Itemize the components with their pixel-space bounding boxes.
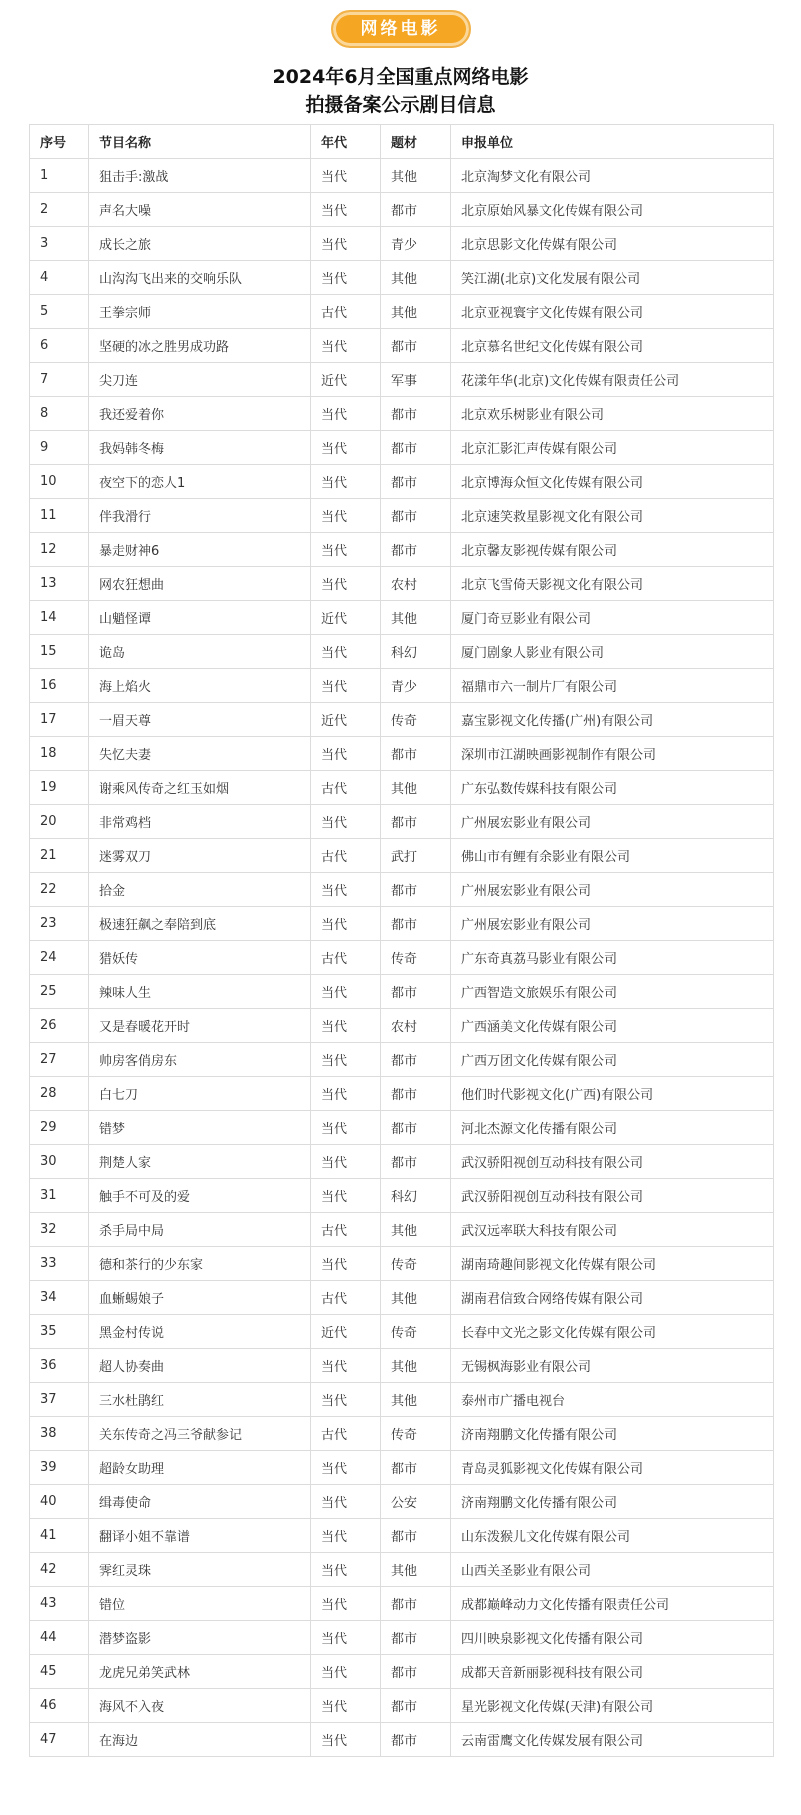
cell-company: 成都巅峰动力文化传播有限责任公司: [451, 1587, 774, 1621]
cell-index: 47: [30, 1723, 89, 1757]
cell-era: 当代: [311, 1111, 381, 1145]
cell-company: 成都天音新丽影视科技有限公司: [451, 1655, 774, 1689]
cell-genre: 其他: [381, 295, 451, 329]
table-row: [30, 839, 774, 873]
cell-index: 12: [30, 533, 89, 567]
cell-genre: 都市: [381, 1043, 451, 1077]
cell-era: 当代: [311, 1621, 381, 1655]
table-row: [30, 1485, 774, 1519]
cell-index: 17: [30, 703, 89, 737]
table-row: [30, 1349, 774, 1383]
cell-index: 36: [30, 1349, 89, 1383]
cell-company: 无锡枫海影业有限公司: [451, 1349, 774, 1383]
cell-company: 四川映泉影视文化传播有限公司: [451, 1621, 774, 1655]
cell-title: 迷雾双刀: [89, 839, 311, 873]
cell-era: 当代: [311, 567, 381, 601]
table-row: [30, 873, 774, 907]
cell-index: 39: [30, 1451, 89, 1485]
cell-genre: 科幻: [381, 1179, 451, 1213]
cell-title: 王拳宗师: [89, 295, 311, 329]
cell-company: 青岛灵狐影视文化传媒有限公司: [451, 1451, 774, 1485]
cell-company: 济南翔鹏文化传播有限公司: [451, 1417, 774, 1451]
cell-genre: 都市: [381, 533, 451, 567]
cell-index: 4: [30, 261, 89, 295]
cell-era: 近代: [311, 601, 381, 635]
cell-company: 泰州市广播电视台: [451, 1383, 774, 1417]
cell-title: 海上焰火: [89, 669, 311, 703]
cell-company: 山东泼猴儿文化传媒有限公司: [451, 1519, 774, 1553]
table-row: [30, 771, 774, 805]
cell-genre: 都市: [381, 1111, 451, 1145]
cell-genre: 都市: [381, 397, 451, 431]
cell-index: 5: [30, 295, 89, 329]
cell-title: 暴走财神6: [89, 533, 311, 567]
cell-title: 山沟沟飞出来的交响乐队: [89, 261, 311, 295]
cell-era: 当代: [311, 1485, 381, 1519]
cell-title: 海风不入夜: [89, 1689, 311, 1723]
cell-era: 古代: [311, 1213, 381, 1247]
cell-era: 当代: [311, 1451, 381, 1485]
table-row: [30, 227, 774, 261]
table-row: [30, 703, 774, 737]
table-row: [30, 1179, 774, 1213]
cell-index: 29: [30, 1111, 89, 1145]
table-row: [30, 941, 774, 975]
cell-genre: 传奇: [381, 703, 451, 737]
cell-era: 当代: [311, 907, 381, 941]
table-row: [30, 635, 774, 669]
cell-title: 又是春暖花开时: [89, 1009, 311, 1043]
table-row: [30, 1553, 774, 1587]
cell-title: 拾金: [89, 873, 311, 907]
table-row: [30, 601, 774, 635]
cell-genre: 都市: [381, 1621, 451, 1655]
cell-title: 错位: [89, 1587, 311, 1621]
cell-era: 当代: [311, 805, 381, 839]
cell-company: 武汉骄阳视创互动科技有限公司: [451, 1145, 774, 1179]
cell-index: 38: [30, 1417, 89, 1451]
cell-genre: 其他: [381, 1281, 451, 1315]
cell-era: 当代: [311, 1723, 381, 1757]
cell-era: 当代: [311, 465, 381, 499]
cell-era: 当代: [311, 193, 381, 227]
cell-title: 狙击手:激战: [89, 159, 311, 193]
header-title: 节目名称: [89, 125, 311, 159]
cell-title: 辣味人生: [89, 975, 311, 1009]
cell-company: 广东奇真荔马影业有限公司: [451, 941, 774, 975]
cell-company: 武汉骄阳视创互动科技有限公司: [451, 1179, 774, 1213]
cell-company: 广西涵美文化传媒有限公司: [451, 1009, 774, 1043]
table-row: [30, 1689, 774, 1723]
cell-title: 诡岛: [89, 635, 311, 669]
cell-index: 35: [30, 1315, 89, 1349]
film-list-table: [29, 124, 774, 1757]
cell-genre: 都市: [381, 1451, 451, 1485]
table-row: [30, 363, 774, 397]
cell-era: 当代: [311, 261, 381, 295]
cell-index: 34: [30, 1281, 89, 1315]
cell-title: 失忆夫妻: [89, 737, 311, 771]
cell-era: 当代: [311, 669, 381, 703]
cell-title: 夜空下的恋人1: [89, 465, 311, 499]
cell-index: 14: [30, 601, 89, 635]
cell-company: 河北杰源文化传播有限公司: [451, 1111, 774, 1145]
cell-index: 19: [30, 771, 89, 805]
cell-genre: 都市: [381, 1519, 451, 1553]
table-row: [30, 1145, 774, 1179]
cell-title: 荆楚人家: [89, 1145, 311, 1179]
cell-title: 触手不可及的爱: [89, 1179, 311, 1213]
cell-genre: 都市: [381, 329, 451, 363]
table-row: [30, 907, 774, 941]
cell-era: 当代: [311, 1077, 381, 1111]
cell-index: 32: [30, 1213, 89, 1247]
cell-index: 33: [30, 1247, 89, 1281]
cell-title: 谢乘风传奇之红玉如烟: [89, 771, 311, 805]
cell-index: 46: [30, 1689, 89, 1723]
cell-company: 北京汇影汇声传媒有限公司: [451, 431, 774, 465]
table-row: [30, 159, 774, 193]
cell-title: 伴我滑行: [89, 499, 311, 533]
cell-genre: 都市: [381, 1077, 451, 1111]
cell-index: 25: [30, 975, 89, 1009]
table-row: [30, 737, 774, 771]
cell-company: 北京博海众恒文化传媒有限公司: [451, 465, 774, 499]
cell-company: 武汉远率联大科技有限公司: [451, 1213, 774, 1247]
cell-company: 深圳市江湖映画影视制作有限公司: [451, 737, 774, 771]
cell-company: 北京慕名世纪文化传媒有限公司: [451, 329, 774, 363]
cell-index: 44: [30, 1621, 89, 1655]
cell-title: 白七刀: [89, 1077, 311, 1111]
cell-era: 近代: [311, 703, 381, 737]
cell-era: 当代: [311, 1043, 381, 1077]
cell-title: 黑金村传说: [89, 1315, 311, 1349]
cell-era: 当代: [311, 227, 381, 261]
table-row: [30, 975, 774, 1009]
cell-genre: 传奇: [381, 1315, 451, 1349]
cell-era: 当代: [311, 975, 381, 1009]
cell-index: 41: [30, 1519, 89, 1553]
cell-genre: 都市: [381, 1145, 451, 1179]
cell-index: 24: [30, 941, 89, 975]
cell-title: 极速狂飙之奉陪到底: [89, 907, 311, 941]
cell-genre: 都市: [381, 737, 451, 771]
table-row: [30, 1383, 774, 1417]
table-row: [30, 329, 774, 363]
table-row: [30, 295, 774, 329]
cell-title: 关东传奇之冯三爷献参记: [89, 1417, 311, 1451]
cell-genre: 军事: [381, 363, 451, 397]
table-row: [30, 1417, 774, 1451]
cell-genre: 都市: [381, 975, 451, 1009]
cell-era: 古代: [311, 1417, 381, 1451]
cell-index: 1: [30, 159, 89, 193]
cell-title: 错梦: [89, 1111, 311, 1145]
cell-era: 当代: [311, 499, 381, 533]
cell-title: 德和茶行的少东家: [89, 1247, 311, 1281]
cell-era: 当代: [311, 1383, 381, 1417]
cell-era: 近代: [311, 1315, 381, 1349]
category-badge: 网络电影: [331, 10, 471, 48]
cell-company: 厦门剧象人影业有限公司: [451, 635, 774, 669]
cell-index: 28: [30, 1077, 89, 1111]
cell-era: 当代: [311, 533, 381, 567]
cell-company: 他们时代影视文化(广西)有限公司: [451, 1077, 774, 1111]
header-genre: 题材: [381, 125, 451, 159]
cell-title: 在海边: [89, 1723, 311, 1757]
cell-title: 一眉天尊: [89, 703, 311, 737]
cell-company: 北京亚视寰宇文化传媒有限公司: [451, 295, 774, 329]
cell-title: 我妈韩冬梅: [89, 431, 311, 465]
cell-company: 北京原始风暴文化传媒有限公司: [451, 193, 774, 227]
cell-era: 古代: [311, 771, 381, 805]
cell-genre: 其他: [381, 1349, 451, 1383]
page-title-line2: 拍摄备案公示剧目信息: [305, 94, 496, 116]
cell-company: 花漾年华(北京)文化传媒有限责任公司: [451, 363, 774, 397]
cell-era: 当代: [311, 737, 381, 771]
cell-company: 北京淘梦文化有限公司: [451, 159, 774, 193]
cell-genre: 都市: [381, 1655, 451, 1689]
cell-title: 我还爱着你: [89, 397, 311, 431]
cell-company: 广东弘数传媒科技有限公司: [451, 771, 774, 805]
cell-era: 当代: [311, 1179, 381, 1213]
cell-index: 37: [30, 1383, 89, 1417]
cell-title: 超人协奏曲: [89, 1349, 311, 1383]
cell-era: 当代: [311, 431, 381, 465]
cell-index: 23: [30, 907, 89, 941]
table-row: [30, 1655, 774, 1689]
table-row: [30, 1077, 774, 1111]
cell-era: 当代: [311, 1247, 381, 1281]
cell-title: 网农狂想曲: [89, 567, 311, 601]
cell-company: 星光影视文化传媒(天津)有限公司: [451, 1689, 774, 1723]
cell-company: 福鼎市六一制片厂有限公司: [451, 669, 774, 703]
cell-index: 40: [30, 1485, 89, 1519]
cell-title: 霁红灵珠: [89, 1553, 311, 1587]
cell-genre: 都市: [381, 499, 451, 533]
cell-genre: 都市: [381, 193, 451, 227]
badge-wrap: [0, 10, 801, 48]
cell-index: 9: [30, 431, 89, 465]
cell-genre: 青少: [381, 227, 451, 261]
cell-genre: 都市: [381, 873, 451, 907]
table-row: [30, 1247, 774, 1281]
cell-era: 古代: [311, 295, 381, 329]
cell-genre: 其他: [381, 1383, 451, 1417]
cell-genre: 其他: [381, 1553, 451, 1587]
cell-company: 湖南君信致合网络传媒有限公司: [451, 1281, 774, 1315]
cell-index: 10: [30, 465, 89, 499]
cell-genre: 都市: [381, 1723, 451, 1757]
cell-genre: 青少: [381, 669, 451, 703]
table-row: [30, 499, 774, 533]
cell-genre: 武打: [381, 839, 451, 873]
cell-index: 2: [30, 193, 89, 227]
cell-genre: 都市: [381, 465, 451, 499]
table-row: [30, 193, 774, 227]
cell-index: 42: [30, 1553, 89, 1587]
cell-genre: 公安: [381, 1485, 451, 1519]
cell-genre: 农村: [381, 1009, 451, 1043]
cell-era: 近代: [311, 363, 381, 397]
cell-genre: 农村: [381, 567, 451, 601]
table-row: [30, 1621, 774, 1655]
cell-company: 山西关圣影业有限公司: [451, 1553, 774, 1587]
cell-era: 当代: [311, 1553, 381, 1587]
cell-era: 古代: [311, 1281, 381, 1315]
cell-title: 尖刀连: [89, 363, 311, 397]
cell-index: 30: [30, 1145, 89, 1179]
cell-era: 当代: [311, 1689, 381, 1723]
cell-era: 当代: [311, 1587, 381, 1621]
cell-index: 16: [30, 669, 89, 703]
table-body: [30, 159, 774, 1757]
cell-era: 当代: [311, 635, 381, 669]
table-row: [30, 533, 774, 567]
cell-era: 当代: [311, 159, 381, 193]
table-row: [30, 465, 774, 499]
cell-index: 26: [30, 1009, 89, 1043]
table-row: [30, 1043, 774, 1077]
cell-title: 山魈怪谭: [89, 601, 311, 635]
cell-genre: 都市: [381, 907, 451, 941]
cell-title: 声名大噪: [89, 193, 311, 227]
cell-era: 当代: [311, 1349, 381, 1383]
cell-index: 21: [30, 839, 89, 873]
cell-title: 龙虎兄弟笑武林: [89, 1655, 311, 1689]
cell-era: 当代: [311, 1009, 381, 1043]
table-row: [30, 1281, 774, 1315]
cell-era: 当代: [311, 397, 381, 431]
cell-era: 当代: [311, 873, 381, 907]
cell-title: 杀手局中局: [89, 1213, 311, 1247]
cell-genre: 其他: [381, 159, 451, 193]
cell-index: 7: [30, 363, 89, 397]
cell-title: 帅房客俏房东: [89, 1043, 311, 1077]
cell-genre: 都市: [381, 1587, 451, 1621]
cell-company: 北京思影文化传媒有限公司: [451, 227, 774, 261]
cell-company: 北京馨友影视传媒有限公司: [451, 533, 774, 567]
table-container: [29, 124, 773, 1757]
cell-index: 18: [30, 737, 89, 771]
header-company: 申报单位: [451, 125, 774, 159]
cell-index: 31: [30, 1179, 89, 1213]
cell-company: 广州展宏影业有限公司: [451, 873, 774, 907]
cell-genre: 其他: [381, 601, 451, 635]
cell-company: 厦门奇豆影业有限公司: [451, 601, 774, 635]
table-row: [30, 431, 774, 465]
table-row: [30, 397, 774, 431]
cell-company: 笑江湖(北京)文化发展有限公司: [451, 261, 774, 295]
cell-genre: 都市: [381, 805, 451, 839]
cell-company: 广州展宏影业有限公司: [451, 907, 774, 941]
cell-index: 27: [30, 1043, 89, 1077]
cell-era: 当代: [311, 1145, 381, 1179]
cell-genre: 其他: [381, 771, 451, 805]
cell-era: 当代: [311, 1655, 381, 1689]
cell-index: 8: [30, 397, 89, 431]
table-row: [30, 1451, 774, 1485]
page-title-line1: 2024年6月全国重点网络电影: [272, 66, 529, 88]
cell-company: 广西万团文化传媒有限公司: [451, 1043, 774, 1077]
cell-title: 坚硬的冰之胜男成功路: [89, 329, 311, 363]
cell-title: 翻译小姐不靠谱: [89, 1519, 311, 1553]
table-row: [30, 669, 774, 703]
table-row: [30, 1213, 774, 1247]
cell-index: 22: [30, 873, 89, 907]
cell-genre: 科幻: [381, 635, 451, 669]
table-row: [30, 1723, 774, 1757]
cell-index: 15: [30, 635, 89, 669]
cell-title: 三水杜鹃红: [89, 1383, 311, 1417]
cell-genre: 传奇: [381, 941, 451, 975]
table-row: [30, 1111, 774, 1145]
cell-genre: 传奇: [381, 1417, 451, 1451]
cell-company: 云南雷鹰文化传媒发展有限公司: [451, 1723, 774, 1757]
cell-index: 3: [30, 227, 89, 261]
table-row: [30, 261, 774, 295]
cell-genre: 传奇: [381, 1247, 451, 1281]
header-index: 序号: [30, 125, 89, 159]
cell-company: 佛山市有鲤有余影业有限公司: [451, 839, 774, 873]
cell-company: 湖南琦趣间影视文化传媒有限公司: [451, 1247, 774, 1281]
cell-index: 6: [30, 329, 89, 363]
cell-title: 血蜥蜴娘子: [89, 1281, 311, 1315]
cell-era: 当代: [311, 1519, 381, 1553]
table-header-row: [30, 125, 774, 159]
cell-company: 长春中文光之影文化传媒有限公司: [451, 1315, 774, 1349]
cell-genre: 都市: [381, 1689, 451, 1723]
cell-index: 11: [30, 499, 89, 533]
cell-company: 北京飞雪倚天影视文化有限公司: [451, 567, 774, 601]
cell-company: 广西智造文旅娱乐有限公司: [451, 975, 774, 1009]
cell-genre: 都市: [381, 431, 451, 465]
cell-title: 猎妖传: [89, 941, 311, 975]
table-row: [30, 1009, 774, 1043]
table-row: [30, 1587, 774, 1621]
table-row: [30, 567, 774, 601]
cell-company: 济南翔鹏文化传播有限公司: [451, 1485, 774, 1519]
cell-genre: 其他: [381, 1213, 451, 1247]
cell-company: 广州展宏影业有限公司: [451, 805, 774, 839]
cell-title: 潜梦盗影: [89, 1621, 311, 1655]
cell-company: 北京欢乐树影业有限公司: [451, 397, 774, 431]
cell-title: 非常鸡档: [89, 805, 311, 839]
cell-era: 当代: [311, 329, 381, 363]
cell-genre: 其他: [381, 261, 451, 295]
cell-company: 嘉宝影视文化传播(广州)有限公司: [451, 703, 774, 737]
table-row: [30, 1315, 774, 1349]
cell-title: 缉毒使命: [89, 1485, 311, 1519]
cell-title: 超龄女助理: [89, 1451, 311, 1485]
table-row: [30, 805, 774, 839]
cell-index: 20: [30, 805, 89, 839]
cell-title: 成长之旅: [89, 227, 311, 261]
table-row: [30, 1519, 774, 1553]
cell-index: 13: [30, 567, 89, 601]
header-era: 年代: [311, 125, 381, 159]
cell-company: 北京速笑救星影视文化有限公司: [451, 499, 774, 533]
cell-index: 43: [30, 1587, 89, 1621]
cell-era: 古代: [311, 941, 381, 975]
cell-index: 45: [30, 1655, 89, 1689]
cell-era: 古代: [311, 839, 381, 873]
